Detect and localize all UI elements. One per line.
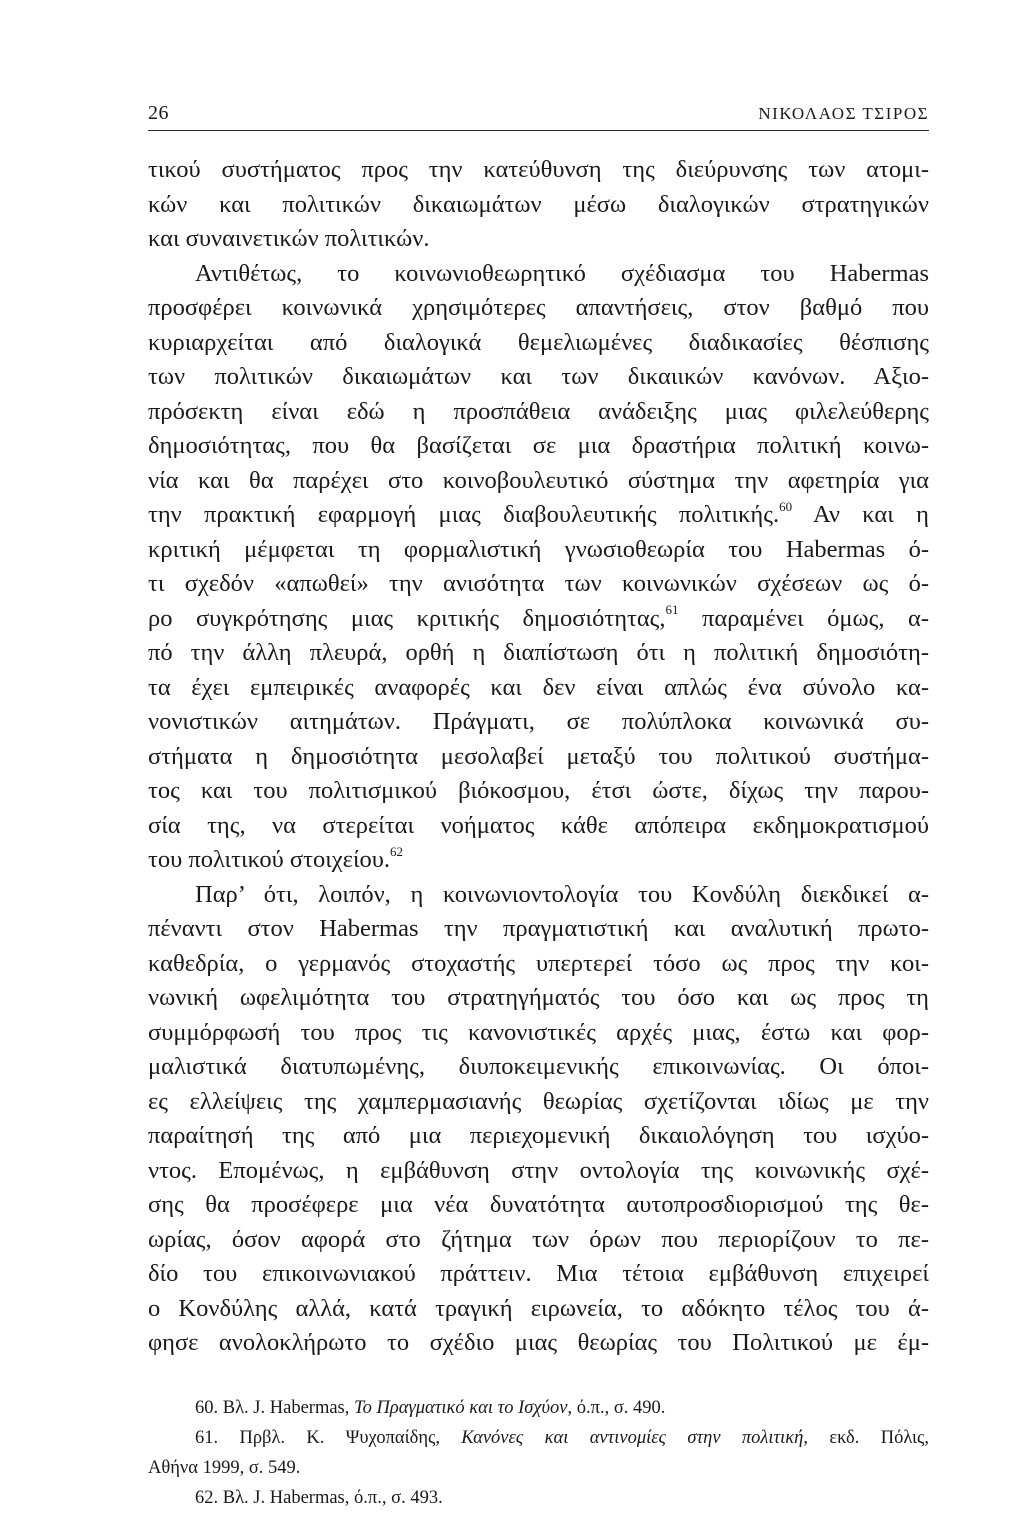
- text-line: πό την άλλη πλευρά, ορθή η διαπίστωση ότι η πολιτική δημοσιότη-: [148, 639, 929, 666]
- text-line: [148, 498, 929, 533]
- text-line: κυριαρχείται από διαλογικά θεμελιωμένες διαδικασίες θέσπισης: [148, 328, 929, 356]
- text-line: κριτική μέμφεται τη φορμαλιστική γνωσιοθεωρία του Habermas ό-: [148, 535, 929, 563]
- text-line: κών και πολιτικών δικαιωμάτων μέσω διαλογικών στρατηγικών: [148, 190, 929, 218]
- text-line: φησε ανολοκλήρωτο το σχέδιο μιας θεωρίας του Πολιτικού με έμ-: [148, 1329, 929, 1356]
- footnotes: [148, 1393, 929, 1513]
- text-line: καθεδρία, ο γερμανός στοχαστής υπερτερεί τόσο ως προς την κοι-: [148, 949, 929, 977]
- text-segment: ρο συγκρότησης μιας κριτικής δημοσιότητας,: [148, 604, 666, 632]
- footnote-ref-60: 60: [779, 498, 793, 514]
- text-line: σης θα προσέφερε μια νέα δυνατότητα αυτοπροσδιορισμού της θε-: [148, 1191, 929, 1218]
- footnote-text: , εκδ. Πόλις,: [803, 1428, 929, 1448]
- running-head: [148, 100, 929, 131]
- text-line: μαλιστικά διατυπωμένης, διυποκειμενικής επικοινωνίας. Οι όποι-: [148, 1053, 929, 1080]
- footnote-60: [148, 1393, 929, 1423]
- text-segment: την πρακτική εφαρμογή μιας διαβουλευτικής πολιτικής.: [148, 501, 780, 528]
- footnote-ref-61: 61: [665, 602, 679, 618]
- text-line: ντος. Επομένως, η εμβάθυνση στην οντολογία της κοινωνικής σχέ-: [148, 1156, 929, 1184]
- text-line: Παρ’ ότι, λοιπόν, η κοινωνιοντολογία του Κονδύλη διεκδικεί α-: [195, 880, 929, 908]
- text-line: σία της, να στερείται νοήματος κάθε απόπειρα εκδημοκρατισμού: [148, 811, 929, 839]
- text-line: ες ελλείψεις της χαμπερμασιανής θεωρίας σχετίζονται ιδίως με την: [148, 1087, 929, 1115]
- footnote-62: 62. Βλ. J. Habermas, ό.π., σ. 493.: [195, 1488, 443, 1508]
- text-line: νονιστικών αιτημάτων. Πράγματι, σε πολύπλοκα κοινωνικά συ-: [148, 708, 929, 735]
- body-text: [148, 153, 929, 1361]
- text-line: νωνική ωφελιμότητα του στρατηγήματός του όσο και ως προς τη: [148, 984, 929, 1011]
- running-head-author: ΝΙΚΟΛΑΟΣ ΤΣΙΡΟΣ: [758, 104, 929, 123]
- text-line: τα έχει εμπειρικές αναφορές και δεν είναι απλώς ένα σύνολο κα-: [148, 673, 929, 701]
- text-line: πρόσεκτη είναι εδώ η προσπάθεια ανάδειξης μιας φιλελεύθερης: [148, 397, 929, 425]
- text-segment: παραμένει όμως, α-: [678, 604, 929, 632]
- text-line: δημοσιότητας, που θα βασίζεται σε μια δραστήρια πολιτική κοινω-: [148, 432, 929, 459]
- footnote-work-title: Κανόνες και αντινομίες στην πολιτική: [461, 1428, 804, 1448]
- text-line: πέναντι στον Habermas την πραγματιστική και αναλυτική πρωτο-: [148, 915, 929, 942]
- text-segment: του πολιτικού στοιχείου.: [148, 846, 391, 873]
- footnote-text: 60. Βλ. J. Habermas,: [195, 1398, 355, 1418]
- text-line: των πολιτικών δικαιωμάτων και των δικαιικών κανόνων. Αξιο-: [148, 363, 929, 390]
- text-line: συμμόρφωσή του προς τις κανονιστικές αρχές μιας, έστω και φορ-: [148, 1018, 929, 1046]
- text-line: στήματα η δημοσιότητα μεσολαβεί μεταξύ του πολιτικού συστήμα-: [148, 742, 929, 770]
- footnote-text: 61. Πρβλ. Κ. Ψυχοπαίδης,: [195, 1428, 462, 1448]
- text-line: και συναινετικών πολιτικών.: [148, 225, 430, 252]
- text-line: τος και του πολιτισμικού βιόκοσμου, έτσι ώστε, δίχως την παρου-: [148, 777, 929, 804]
- text-line: τι σχεδόν «απωθεί» την ανισότητα των κοινωνικών σχέσεων ως ό-: [148, 570, 929, 597]
- text-line: δίο του επικοινωνιακού πράττειν. Μια τέτοια εμβάθυνση επιχειρεί: [148, 1260, 929, 1287]
- footnote-61: [148, 1423, 929, 1453]
- page-number: 26: [148, 102, 169, 124]
- text-line: νία και θα παρέχει στο κοινοβουλευτικό σύστημα την αφετηρία για: [148, 466, 929, 494]
- text-line: ο Κονδύλης αλλά, κατά τραγική ειρωνεία, το αδόκητο τέλος του ά-: [148, 1294, 929, 1322]
- text-line: προσφέρει κοινωνικά χρησιμότερες απαντήσεις, στον βαθμό που: [148, 294, 929, 321]
- footnote-work-title: Το Πραγματικό και το Ισχύον: [354, 1398, 568, 1418]
- text-segment: Αν και η: [792, 501, 929, 528]
- text-line: παραίτησή της από μια περιεχομενική δικαιολόγηση του ισχύο-: [148, 1122, 929, 1149]
- text-line: [148, 843, 929, 878]
- text-line: Αντιθέτως, το κοινωνιοθεωρητικό σχέδιασμα του Habermas: [195, 259, 929, 287]
- footnote-61-continued: Αθήνα 1999, σ. 549.: [148, 1458, 301, 1478]
- text-line: [148, 602, 929, 637]
- text-line: ωρίας, όσον αφορά στο ζήτημα των όρων που περιορίζουν το πε-: [148, 1225, 929, 1253]
- footnote-text: , ό.π., σ. 490.: [567, 1398, 666, 1418]
- text-line: τικού συστήματος προς την κατεύθυνση της διεύρυνσης των ατομι-: [148, 156, 929, 183]
- footnote-ref-62: 62: [390, 843, 404, 859]
